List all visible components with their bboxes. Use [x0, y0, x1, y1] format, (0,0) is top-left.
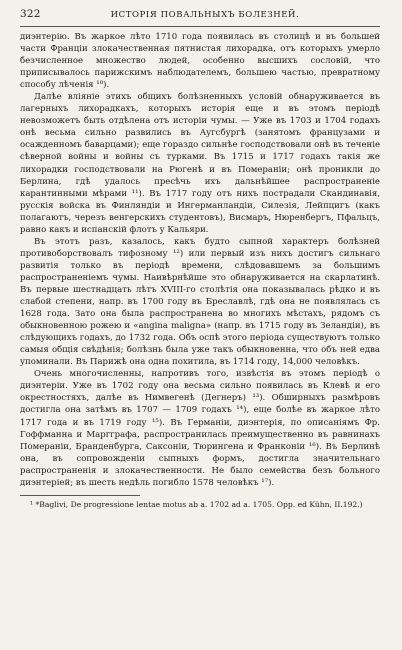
page-number: 322 [20, 8, 41, 20]
page-header [20, 8, 380, 24]
footnote-rule [20, 495, 140, 496]
paragraph: Въ этотъ разъ, казалось, какъ будто сыпной характеръ болѣзней противоборствовалъ тифозному ¹²) или первый изъ нихъ достигъ сильнаго развитія только въ періодѣ времени, слѣдовавшемъ за большимъ распространеніемъ чумы. Наивѣрнѣйше это обнаруживается на скарлатинѣ. Въ первые шестнадцать лѣтъ XVIII-го столѣтія она показывалась рѣдко и въ слабой степени, напр. въ 1700 году въ Бреславлѣ, гдѣ она не появлялась съ 1628 года. Зато она была распространена во многихъ мѣстахъ, рядомъ съ обыкновенною рожею и «angina maligna» (напр. въ 1715 году въ Зеландіи), въ слѣдующихъ годахъ, до 1732 года. Объ оспѣ этого періода существуютъ только самыя общія свѣдѣнія; болѣзнь была уже такъ обыкновенна, что объ ней едва упоминали. Въ Парижѣ она одна похитила, въ 1714 году, 14,000 человѣкъ. [20, 236, 380, 368]
paragraph: диэнтерію. Въ жаркое лѣто 1710 года появилась въ столицѣ и въ большей части Франціи злокачественная пятнистая лихорадка, отъ которыхъ умерло безчисленное множество людей, особенно высшихъ сословій, что приписывалось парижскимъ наблюдателемъ, большею частью, превратному способу лѣченія ¹⁰). [20, 32, 380, 91]
footnote: ¹ *Baglivi, De progressione lentae motus ab a. 1702 ad a. 1705. Opp. ed Kühn, II.192.) [30, 499, 363, 509]
header-rule [20, 26, 380, 27]
paragraph: Далѣе вліяніе этихъ общихъ болѣзненныхъ условій обнаруживается въ лагерныхъ лихорадкахъ, которыхъ исторія еще и въ этомъ періодѣ невозможетъ быть отдѣлена отъ исторіи чумы. — Уже въ 1703 и 1704 годахъ онѣ весьма сильно развились въ Аугсбургѣ (занятомъ французами и осажденномъ баварцами); еще гораздо сильнѣе господствовали онѣ въ теченіе сѣверной войны и войны съ турками. Въ 1715 и 1717 годахъ такія же лихорадки господствовали на Рюгенѣ и въ Помераніи; онѣ проникли до Берлина, гдѣ удалось пресѣчь ихъ дальнѣйшее распространеніе карантинными мѣрами ¹¹). Въ 1717 году отъ нихъ пострадали Скандинавія, русскія войска въ Финляндіи и Ингерманландіи, Силезія, Лейпцигъ (какъ полагаютъ, черезъ венгерскихъ студентовъ), Висмаръ, Нюренбергъ, Пфальцъ, равно какъ и испанскій флотъ у Кальяри. [20, 92, 380, 235]
paragraph: Очень многочисленны, напротивъ того, извѣстія въ этомъ періодѣ о диэнтеріи. Уже въ 1702 году она весьма сильно появилась въ Клевѣ и его окрестностяхъ, далѣе въ Нимвегенѣ (Дегнеръ) ¹³). Обширныхъ размѣровъ достигла она затѣмъ въ 1707 — 1709 годахъ ¹⁴), еще болѣе въ жаркое лѣто 1717 года и въ 1719 году ¹⁵). Въ Германіи, диэнтерія, по описаніямъ Фр. Гоффманна и Маргграфа, распространилась преимущественно въ равнинахъ Помераніи, Бранденбурга, Саксоніи, Тюрингена и Франконіи ¹⁶). Въ Берлинѣ она, въ сопровожденіи сыпныхъ формъ, достигла значительнаго распространенія и злокачественности. Не было семейства безъ больного диэнтеріей; въ шесть недѣль погибло 1578 человѣкъ ¹⁷). [20, 369, 380, 488]
body-text [20, 31, 380, 489]
running-title: ИСТОРІЯ ПОВАЛЬНЫХЪ БОЛЕЗНЕЙ. [110, 10, 300, 20]
